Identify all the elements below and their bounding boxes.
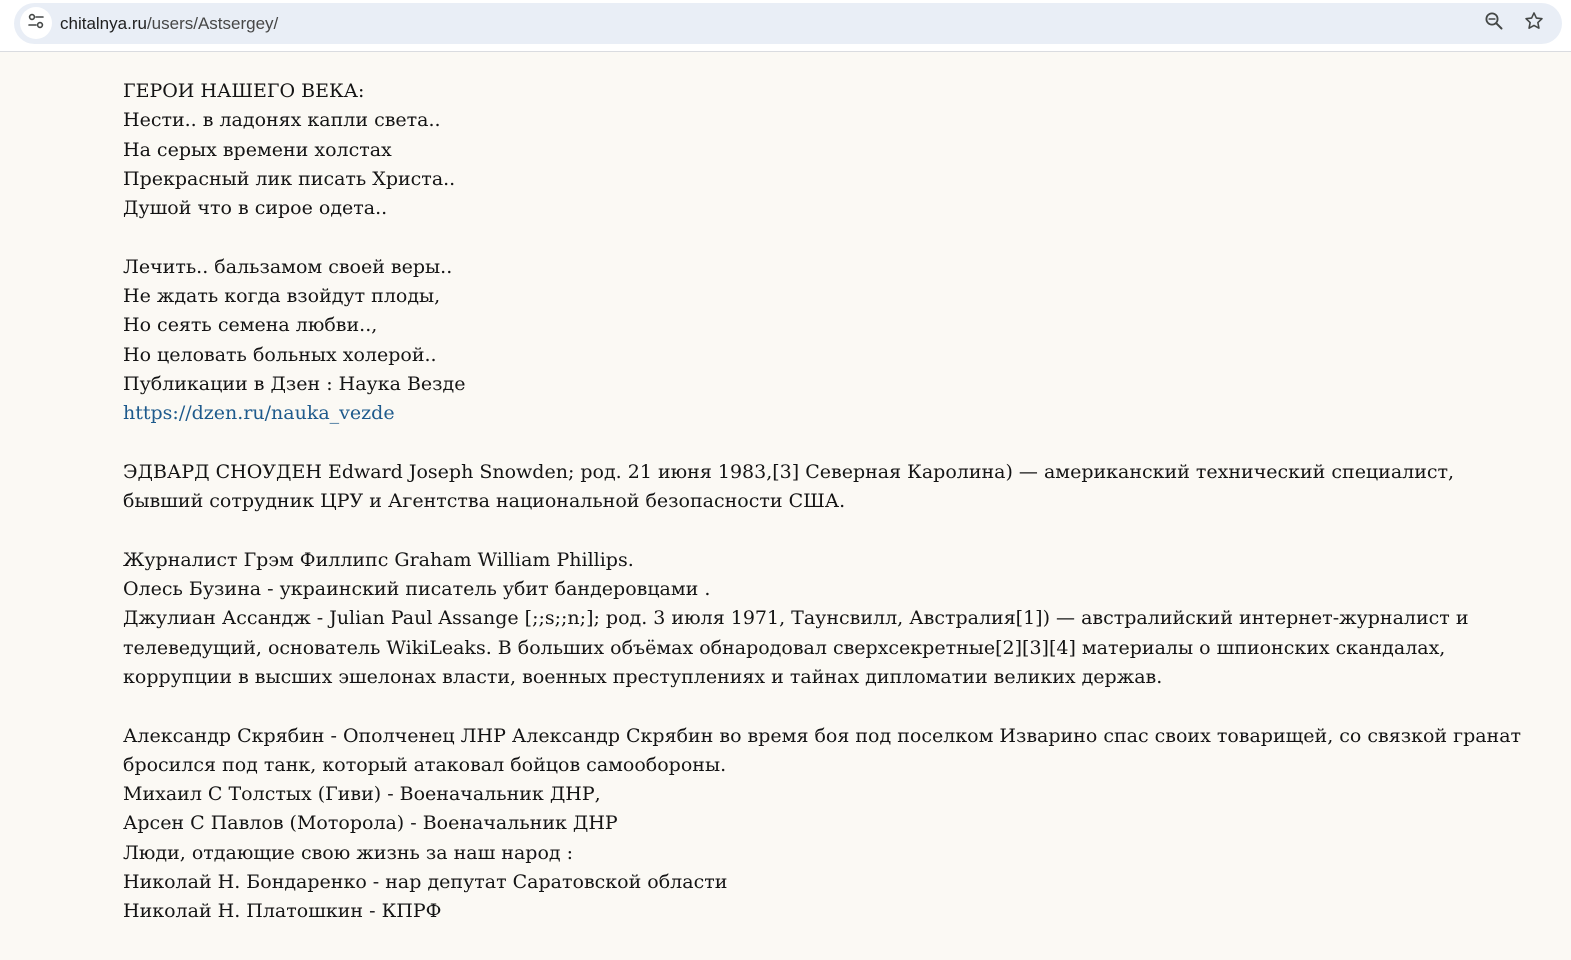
poem-line: На серых времени холстах bbox=[123, 138, 392, 161]
url-path: /users/Astsergey/ bbox=[146, 14, 279, 33]
tail-line: Люди, отдающие свою жизнь за наш народ : bbox=[123, 841, 574, 864]
buzina-line: Олесь Бузина - украинский писатель убит бандеровцами . bbox=[123, 578, 711, 601]
stanza-gap bbox=[123, 223, 1523, 252]
paragraph-gap bbox=[123, 429, 1523, 458]
poem-title: ГЕРОИ НАШЕГО ВЕКА: bbox=[123, 80, 365, 102]
site-info-button[interactable] bbox=[20, 7, 52, 39]
tail-line: Николай Н. Бондаренко - нар депутат Саратовской области bbox=[123, 871, 728, 894]
url-host: chitalnya.ru bbox=[60, 14, 147, 33]
skryabin-paragraph: Александр Скрябин - Ополченец ЛНР Александр Скрябин во время боя под поселком Изварино спас своих товарищей, со связкой гранат бросился под танк, который атаковал бойцов самообороны. bbox=[123, 724, 1522, 776]
poem-line: Лечить.. бальзамом своей веры.. bbox=[123, 255, 453, 278]
dzen-caption: Публикации в Дзен : Наука Везде bbox=[123, 372, 466, 395]
profile-text bbox=[123, 77, 1523, 927]
tail-line: Арсен С Павлов (Моторола) - Военачальник ДНР bbox=[123, 812, 618, 835]
tail-line: Николай Н. Платошкин - КПРФ bbox=[123, 900, 442, 923]
dzen-link[interactable]: https://dzen.ru/nauka_vezde bbox=[123, 402, 395, 425]
zoom-out-icon bbox=[1484, 11, 1504, 36]
url-text[interactable] bbox=[60, 3, 278, 44]
snowden-paragraph: ЭДВАРД СНОУДЕН Edward Joseph Snowden; род. 21 июня 1983,[3] Северная Каролина) — американский технический специалист, бывший сотрудник ЦРУ и Агентства национальной безопасности США. bbox=[123, 460, 1455, 513]
browser-toolbar bbox=[0, 0, 1571, 52]
star-icon bbox=[1523, 10, 1545, 37]
poem-line: Но сеять семена любви.., bbox=[123, 314, 378, 337]
tail-line: Михаил С Толстых (Гиви) - Военачальник ДНР, bbox=[123, 783, 601, 806]
tune-icon bbox=[27, 12, 45, 35]
zoom-button[interactable] bbox=[1478, 7, 1510, 39]
address-bar[interactable] bbox=[14, 3, 1562, 44]
poem-line: Душой что в сирое одета.. bbox=[123, 197, 388, 220]
phillips-line: Журналист Грэм Филлипс Graham William Phillips. bbox=[123, 548, 634, 571]
paragraph-gap bbox=[123, 516, 1523, 545]
bookmark-button[interactable] bbox=[1518, 7, 1550, 39]
poem-line: Нести.. в ладонях капли света.. bbox=[123, 109, 441, 132]
poem-line: Но целовать больных холерой.. bbox=[123, 343, 437, 366]
assange-paragraph: Джулиан Ассандж - Julian Paul Assange [;;s;;n;]; род. 3 июля 1971, Таунсвилл, Австралия[1]) — австралийский интернет-журналист и телеведущий, основатель WikiLeaks. В больших объёмах обнародовал сверхсекретные[2][3][4] материалы о шпионских скандалах, коррупции в высших эшелонах власти, военных преступлениях и тайнах дипломатии великих держав. bbox=[123, 607, 1469, 688]
paragraph-gap bbox=[123, 692, 1523, 721]
poem-line: Прекрасный лик писать Христа.. bbox=[123, 167, 456, 190]
poem-line: Не ждать когда взойдут плоды, bbox=[123, 285, 441, 308]
